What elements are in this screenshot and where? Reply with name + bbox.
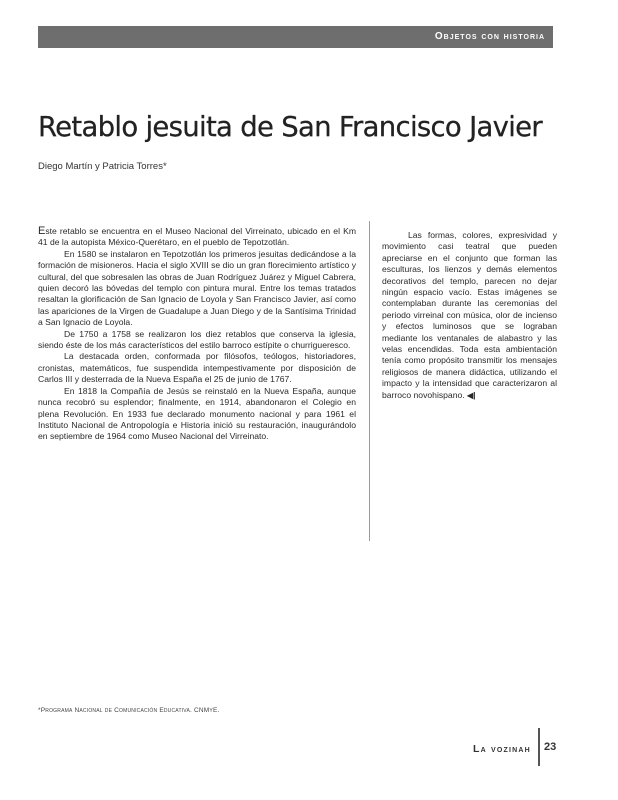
footnote: *Programa Nacional de Comunicación Educativa. CNMyE.	[38, 707, 220, 714]
paragraph-3: De 1750 a 1758 se realizaron los diez retablos que conserva la iglesia, siendo éste de los más característicos del estilo barroco estípite o churrigueresco.	[38, 328, 356, 351]
right-column	[382, 230, 557, 401]
paragraph-2: En 1580 se instalaron en Tepotzotlán los primeros jesuitas dedicándose a la formación de misioneros. Hacia el siglo XVIII se dio un gran florecimiento artístico y cultural, del que sobresalen las obras de Juan Rodríguez Juárez y Miguel Cabrera, quien decoró las bóvedas del templo con pintura mural. Entre los temas tratados resaltan la glorificación de San Ignacio de Loyola y San Francisco Javier, así como las apariciones de la Virgen de Guadalupe a Juan Diego y de la Santísima Trinidad a San Ignacio de Loyola.	[38, 248, 356, 328]
magazine-name: La vozinah	[473, 743, 531, 755]
drop-cap: E	[38, 225, 46, 237]
folio-divider	[538, 728, 540, 766]
paragraph-5: En 1818 la Compañía de Jesús se reinstaló en la Nueva España, aunque nunca recobró su esplendor; finalmente, en 1914, abandonaron el Colegio en plena Revolución. En 1933 fue declarado monumento nacional y para 1961 el Instituto Nacional de Antropología e Historia inició su restauración, inaugurándolo en septiembre de 1964 como Museo Nacional del Virreinato.	[38, 385, 356, 442]
page-number: 23	[544, 741, 557, 753]
article-authors: Diego Martín y Patricia Torres*	[38, 161, 167, 172]
paragraph-4: La destacada orden, conformada por filósofos, teólogos, historiadores, cronistas, matemáticos, fue suspendida intempestivamente por disposición de Carlos III y desterrada de la Nueva España el 25 de junio de 1767.	[38, 351, 356, 385]
paragraph-6-text: Las formas, colores, expresividad y movimiento casi teatral que pueden apreciarse en el conjunto que forman las esculturas, los lienzos y demás elementos decorativos del templo, parecen no dejar ningún espacio vacío. Estas imágenes se contemplaban durante las ceremonias del periodo virreinal con música, olor de incienso y efectos luminosos que se lograban mediante los ventanales de alabastro y las velas encendidas. Toda esta ambientación tenía como propósito transmitir los mensajes religiosos de manera didáctica, utilizando el impacto y la intensidad que caracterizaron al barroco novohispano.	[382, 230, 557, 400]
section-label: Objetos con historia	[434, 31, 545, 42]
paragraph-1-text: ste retablo se encuentra en el Museo Nacional del Virreinato, ubicado en el Km 41 de la autopista México-Querétaro, en el pueblo de Tepotzotlán.	[38, 226, 356, 248]
end-of-article-icon: ◀|	[467, 390, 476, 400]
paragraph-1	[38, 226, 356, 249]
paragraph-6	[382, 230, 557, 401]
article-title: Retablo jesuita de San Francisco Javier	[38, 111, 542, 143]
column-divider	[369, 221, 370, 541]
left-column	[38, 226, 356, 443]
section-header-bar	[38, 26, 553, 48]
